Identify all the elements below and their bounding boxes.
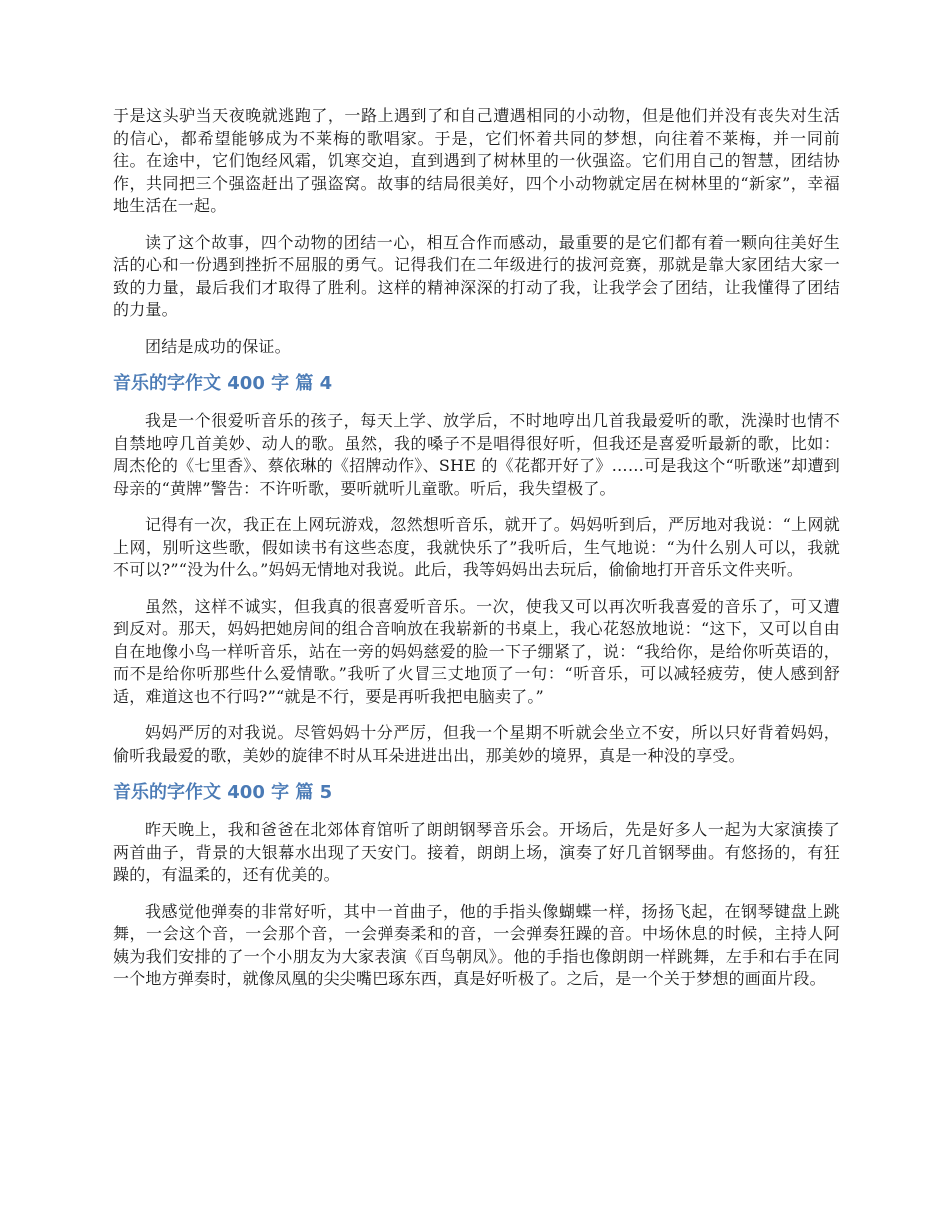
paragraph-online-game: 记得有一次，我正在上网玩游戏，忽然想听音乐，就开了。妈妈听到后，严厉地对我说：“上网就上网，别听这些歌，假如读书有这些态度，我就快乐了”我听后，生气地说：“为什么别人可以，我就不可以?”“没为什么。”妈妈无情地对我说。此后，我等妈妈出去玩后，偷偷地打开音乐文件夹听。	[113, 515, 840, 579]
paragraph-performance: 我感觉他弹奏的非常好听，其中一首曲子，他的手指头像蝴蝶一样，扬扬飞起，在钢琴键盘上跳舞，一会这个音，一会那个音，一会弹奏柔和的音，一会弹奏狂躁的音。中场休息的时候，主持人阿姨为我们安排的了一个小朋友为大家表演《百鸟朝凤》。他的手指也像朗朗一样跳舞，左手和右手在同一个地方弹奏时，就像凤凰的尖尖嘴巴琢东西，真是好听极了。之后，是一个关于梦想的画面片段。	[113, 901, 840, 988]
paragraph-story-ending: 于是这头驴当天夜晚就逃跑了，一路上遇到了和自己遭遇相同的小动物，但是他们并没有丧失对生活的信心，都希望能够成为不莱梅的歌唱家。于是，它们怀着共同的梦想，向往着不莱梅，并一同前往。在途中，它们饱经风霜，饥寒交迫，直到遇到了树林里的一伙强盗。它们用自己的智慧，团结协作，共同把三个强盗赶出了强盗窝。故事的结局很美好，四个小动物就定居在树林里的“新家”，幸福地生活在一起。	[113, 106, 840, 215]
paragraph-reflection: 读了这个故事，四个动物的团结一心，相互合作而感动，最重要的是它们都有着一颗向往美好生活的心和一份遇到挫折不屈服的勇气。记得我们在二年级进行的拔河竞赛，那就是靠大家团结大家一致的力量，最后我们才取得了胜利。这样的精神深深的打动了我，让我学会了团结，让我懂得了团结的力量。	[113, 232, 840, 319]
paragraph-concert: 昨天晚上，我和爸爸在北郊体育馆听了朗朗钢琴音乐会。开场后，先是好多人一起为大家演揍了两首曲子，背景的大银幕水出现了天安门。接着，朗朗上场，演奏了好几首钢琴曲。有悠扬的，有狂躁的，有温柔的，还有优美的。	[113, 820, 840, 884]
paragraph-music-love: 我是一个很爱听音乐的孩子，每天上学、放学后，不时地哼出几首我最爱听的歌，洗澡时也情不自禁地哼几首美妙、动人的歌。虽然，我的嗓子不是唱得很好听，但我还是喜爱听最新的歌，比如：周杰伦的《七里香》、蔡依琳的《招牌动作》、SHE 的《花都开好了》……可是我这个“听歌迷”却遭到母亲的“黄牌”警告：不许听歌，要听就听儿童歌。听后，我失望极了。	[113, 411, 840, 498]
paragraph-conclusion: 团结是成功的保证。	[145, 336, 291, 356]
paragraph-secret-listening: 妈妈严厉的对我说。尽管妈妈十分严厉，但我一个星期不听就会坐立不安，所以只好背着妈妈，偷听我最爱的歌，美妙的旋律不时从耳朵进进出出，那美妙的境界，真是一种没的享受。	[113, 723, 840, 765]
section-heading-4: 音乐的字作文 400 字 篇 4	[113, 373, 333, 394]
paragraph-stereo: 虽然，这样不诚实，但我真的很喜爱听音乐。一次，使我又可以再次听我喜爱的音乐了，可又遭到反对。那天，妈妈把她房间的组合音响放在我崭新的书桌上，我心花怒放地说：“这下，又可以自由自在地像小鸟一样听音乐，站在一旁的妈妈慈爱的脸一下子绷紧了，说：“我给你，是给你听英语的，而不是给你听那些什么爱情歌。”我听了火冒三丈地顶了一句：“听音乐，可以减轻疲劳，使人感到舒适，难道这也不行吗?”“就是不行，要是再听我把电脑卖了。”	[113, 596, 840, 706]
section-heading-5: 音乐的字作文 400 字 篇 5	[113, 782, 333, 803]
